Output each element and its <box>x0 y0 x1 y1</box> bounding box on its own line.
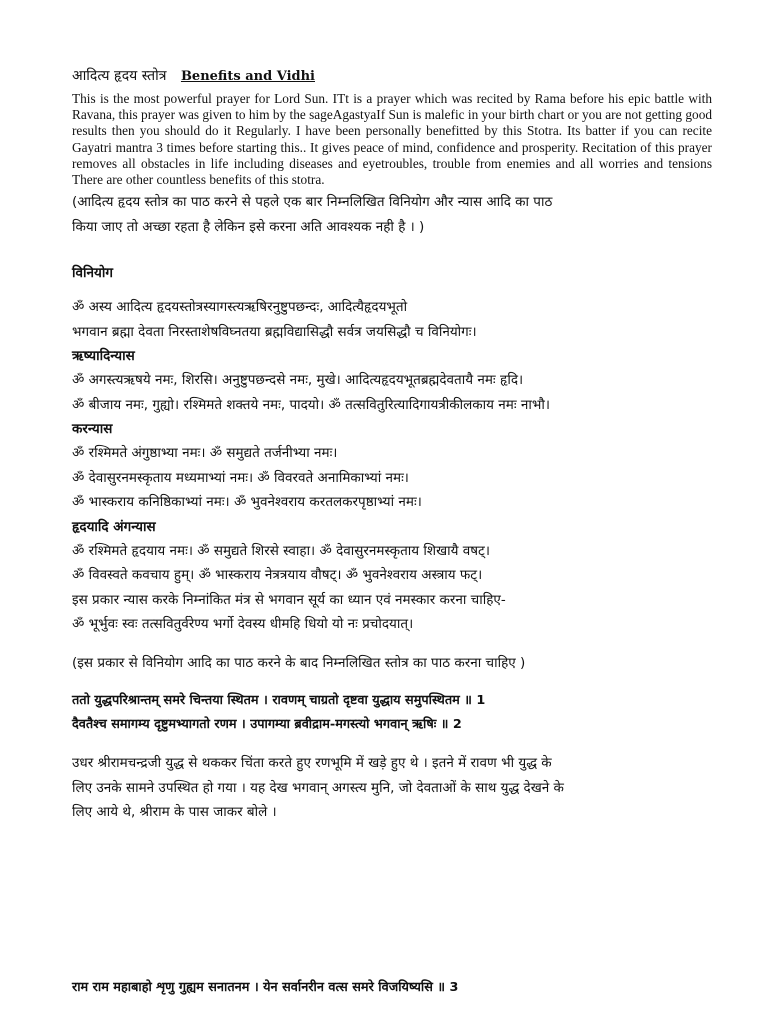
verse-3-line: राम राम महाबाहो शृणु गुह्यम सनातनम । येन सर्वानरीन वत्स समरे विजयिष्यसि ॥ 3 <box>72 980 459 995</box>
viniyoga-line1: ॐ अस्य आदित्य हृदयस्तोत्रस्यागस्त्यऋषिरनुष्टुपछन्दः, आदित्यैहृदयभूतो <box>72 299 408 316</box>
hridayadi-line2: ॐ विवस्वते कवचाय हुम्। ॐ भास्कराय नेत्रत्रयाय वौषट्। ॐ भुवनेश्वराय अस्त्राय फट्। <box>72 567 483 584</box>
gayatri-mantra-line: ॐ भूर्भुवः स्वः तत्सवितुर्वरेण्य भर्गो देवस्य धीमहि धियो यो नः प्रचोदयात्। <box>72 616 414 633</box>
karanyasa-line2: ॐ देवासुरनमस्कृताय मध्यमाभ्यां नमः। ॐ विवरवते अनामिकाभ्यां नमः। <box>72 469 409 486</box>
note1-line2: किया जाए तो अच्छा रहता है लेकिन इसे करना अति आवश्यक नही है । ) <box>72 218 425 235</box>
title-devanagari: आदित्य हृदय स्तोत्र <box>72 68 167 84</box>
note-paragraph-1 <box>72 190 712 239</box>
document-page <box>72 66 712 825</box>
intro-paragraph: This is the most powerful prayer for Lord Sun. ITt is a prayer which was recited by Rama before his epic battle with Ravana, this prayer was given to him by the sageAgastyaIf Sun is malefic in your birth chart or you are not getting good results then you should do it Regularly. I have been personally benefitted by this Stotra. Its batter if you can recite Gayatri mantra 3 times before starting this.. It gives peace of mind, confidence and prosperity. Recitation of this prayer removes all obstacles in life including diseases and eyetroubles, trouble from enemies and all worries and tensions There are other countless benefits of this stotra. <box>72 91 712 188</box>
heading-viniyoga: विनियोग <box>72 265 113 282</box>
document-title <box>72 66 712 85</box>
karanyasa-line1: ॐ रश्मिमते अंगुष्ठाभ्या नमः। ॐ समुद्यते तर्जनीभ्या नमः। <box>72 445 338 462</box>
note1-line1: (आदित्य हृदय स्तोत्र का पाठ करने से पहले एक बार निम्नलिखित विनियोग और न्यास आदि का पाठ <box>72 194 553 211</box>
heading-karanyasa: करन्यास <box>72 421 113 438</box>
rishyadi-line2: ॐ बीजाय नमः, गुह्यो। रश्मिमते शक्तये नमः, पादयो। ॐ तत्सवितुरित्यादिगायत्रीकीलकाय नमः नाभौ। <box>72 396 550 413</box>
heading-rishyadi: ऋष्यादिन्यास <box>72 348 135 365</box>
title-english: Benefits and Vidhi <box>180 69 315 84</box>
meaning-line1: उधर श्रीरामचन्द्रजी युद्ध से थककर चिंता करते हुए रणभूमि में खड़े हुए थे । इतने में रावण भी युद्ध के <box>72 755 552 772</box>
note-paragraph-2: (इस प्रकार से विनियोग आदि का पाठ करने के बाद निम्नलिखित स्तोत्र का पाठ करना चाहिए ) <box>72 654 526 671</box>
rishyadi-line1: ॐ अगस्त्यऋषये नमः, शिरसि। अनुष्टुपछन्दसे नमः, मुखे। आदित्यहृदयभूतब्रह्मदेवतायै नमः हृदि। <box>72 372 524 389</box>
verse-1-line2: दैवतैश्च समागम्य दृष्टुमभ्यागतो रणम । उपागम्या ब्रवीद्राम-मगस्त्यो भगवान् ऋषिः ॥ 2 <box>72 717 462 733</box>
viniyoga-line2: भगवान ब्रह्मा देवता निरस्ताशेषविघ्नतया ब्रह्मविद्यासिद्धौ सर्वत्र जयसिद्धौ च विनियोगः। <box>72 323 477 340</box>
meaning-line3: लिए आये थे, श्रीराम के पास जाकर बोले । <box>72 804 277 821</box>
hridayadi-line1: ॐ रश्मिमते हृदयाय नमः। ॐ समुद्यते शिरसे स्वाहा। ॐ देवासुरनमस्कृताय शिखायै वषट्। <box>72 542 490 559</box>
hridayadi-line3: इस प्रकार न्यास करके निम्नांकित मंत्र से भगवान सूर्य का ध्यान एवं नमस्कार करना चाहिए- <box>72 591 506 608</box>
meaning-line2: लिए उनके सामने उपस्थित हो गया । यह देख भगवान् अगस्त्य मुनि, जो देवताओं के साथ युद्ध देखने के <box>72 779 564 796</box>
verse-1-line1: ततो युद्धपरिश्रान्तम् समरे चिन्तया स्थितम । रावणम् चाग्रतो दृष्टवा युद्धाय समुपस्थितम ॥ 1 <box>72 693 486 709</box>
karanyasa-line3: ॐ भास्कराय कनिष्ठिकाभ्यां नमः। ॐ भुवनेश्वराय करतलकरपृष्ठाभ्यां नमः। <box>72 494 422 511</box>
heading-hridayadi: हृदयादि अंगन्यास <box>72 518 156 535</box>
